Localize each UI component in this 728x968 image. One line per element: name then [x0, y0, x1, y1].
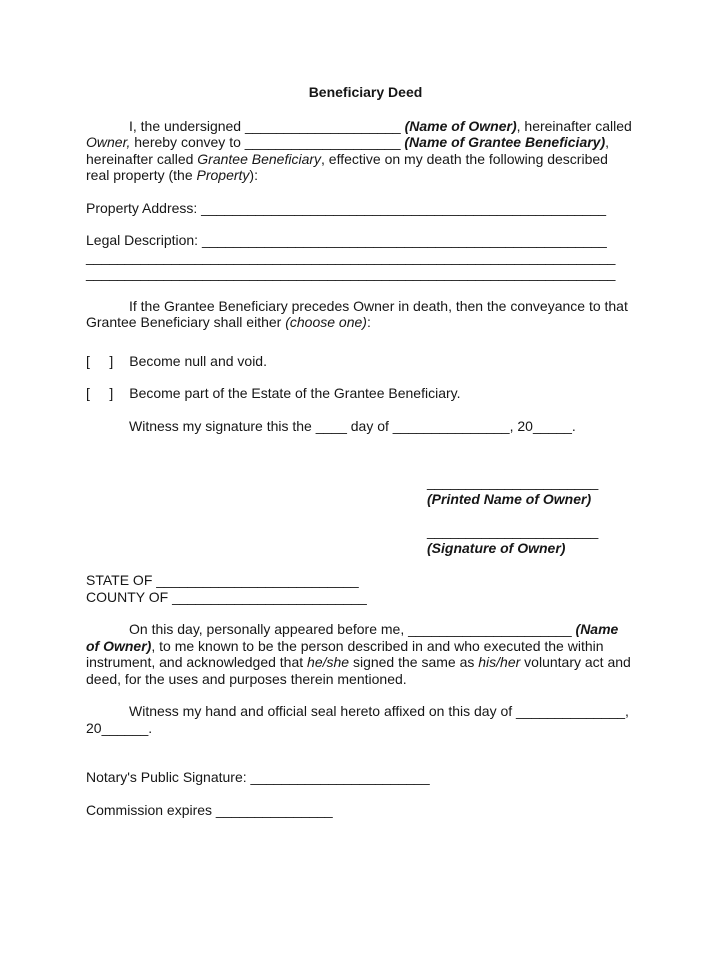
text-run: If the Grantee Beneficiary precedes Owner in death, then the conveyance to that: [129, 297, 628, 314]
checkbox-brackets: [ ]: [86, 352, 114, 369]
text-run: signed the same as: [349, 654, 479, 670]
checkbox-option-null-void: [86, 353, 645, 370]
text-run: Notary's Public Signature: _______________________: [86, 769, 430, 785]
text-run: (Name of Owner): [404, 117, 517, 134]
text-run: :: [366, 314, 371, 330]
printed-name-block: [427, 474, 645, 507]
text-run: instrument, and acknowledged that: [86, 654, 308, 670]
signature-block: [427, 523, 645, 556]
checkbox-option-label: Become part of the Estate of the Grantee Beneficiary.: [129, 385, 461, 401]
signature-caption: (Printed Name of Owner): [427, 490, 592, 507]
text-run: (Name of Grantee Beneficiary): [404, 134, 606, 150]
legal-description-block: [86, 232, 645, 282]
state-county-block: [86, 572, 645, 605]
document-title: Beneficiary Deed: [308, 84, 423, 100]
text-run: of Owner): [86, 637, 152, 654]
text-run: Owner,: [86, 134, 131, 150]
fill-in-blank: ____________________________________________________________________: [86, 248, 616, 265]
fill-in-blank: ____________________: [244, 134, 405, 150]
notary-witness-paragraph: [86, 703, 645, 736]
contingency-paragraph: [86, 298, 645, 331]
text-run: real property (the: [86, 167, 197, 183]
text-run: , hereinafter called: [516, 117, 632, 134]
county-of-line: COUNTY OF _________________________: [86, 588, 367, 605]
text-run: ,: [605, 134, 610, 150]
text-run: Property Address: ____________________________________________________: [86, 199, 607, 216]
text-run: Witness my signature this the ____ day of _______________, 20_____.: [129, 417, 576, 434]
text-run: I, the undersigned: [129, 117, 245, 134]
text-run: , to me known to be the person described in and who executed the within: [151, 637, 604, 654]
state-of-line: STATE OF __________________________: [86, 572, 359, 588]
text-run: (choose one): [285, 314, 367, 330]
acknowledgment-paragraph: [86, 621, 645, 687]
text-run: 20______.: [86, 719, 153, 736]
text-run: Property: [196, 167, 250, 183]
text-run: , effective on my death the following described: [321, 150, 608, 167]
commission-expires-line: [86, 802, 645, 819]
fill-in-blank: ____________________________________________________________________: [86, 265, 616, 281]
text-run: Grantee Beneficiary: [197, 150, 322, 167]
text-run: voluntary act and: [520, 654, 631, 670]
text-run: Commission expires _______________: [86, 801, 333, 818]
text-run: On this day, personally appeared before me,: [129, 621, 409, 637]
text-run: ):: [249, 167, 258, 183]
text-run: Grantee Beneficiary shall either: [86, 314, 286, 330]
text-run: he/she: [307, 654, 350, 670]
intro-paragraph: [86, 118, 645, 184]
property-address-line: [86, 200, 645, 217]
witness-signature-line: [86, 418, 645, 435]
signature-line: ______________________: [427, 523, 599, 539]
text-run: hereby convey to: [130, 134, 245, 150]
checkbox-option-label: Become null and void.: [129, 352, 267, 369]
text-run: Legal Description: ____________________________________________________: [86, 232, 607, 248]
text-run: hereinafter called: [86, 150, 198, 167]
fill-in-blank: ____________________: [244, 117, 405, 134]
notary-signature-line: [86, 769, 645, 786]
text-run: his/her: [478, 654, 521, 670]
text-run: deed, for the uses and purposes therein mentioned.: [86, 670, 407, 687]
fill-in-blank: _____________________: [408, 621, 576, 637]
text-run: Witness my hand and official seal hereto affixed on this day of ______________,: [129, 703, 629, 719]
checkbox-option-estate: [86, 385, 645, 402]
signature-caption: (Signature of Owner): [427, 539, 566, 556]
text-run: (Name: [575, 621, 619, 637]
checkbox-brackets: [ ]: [86, 385, 114, 401]
signature-line: ______________________: [427, 474, 599, 490]
